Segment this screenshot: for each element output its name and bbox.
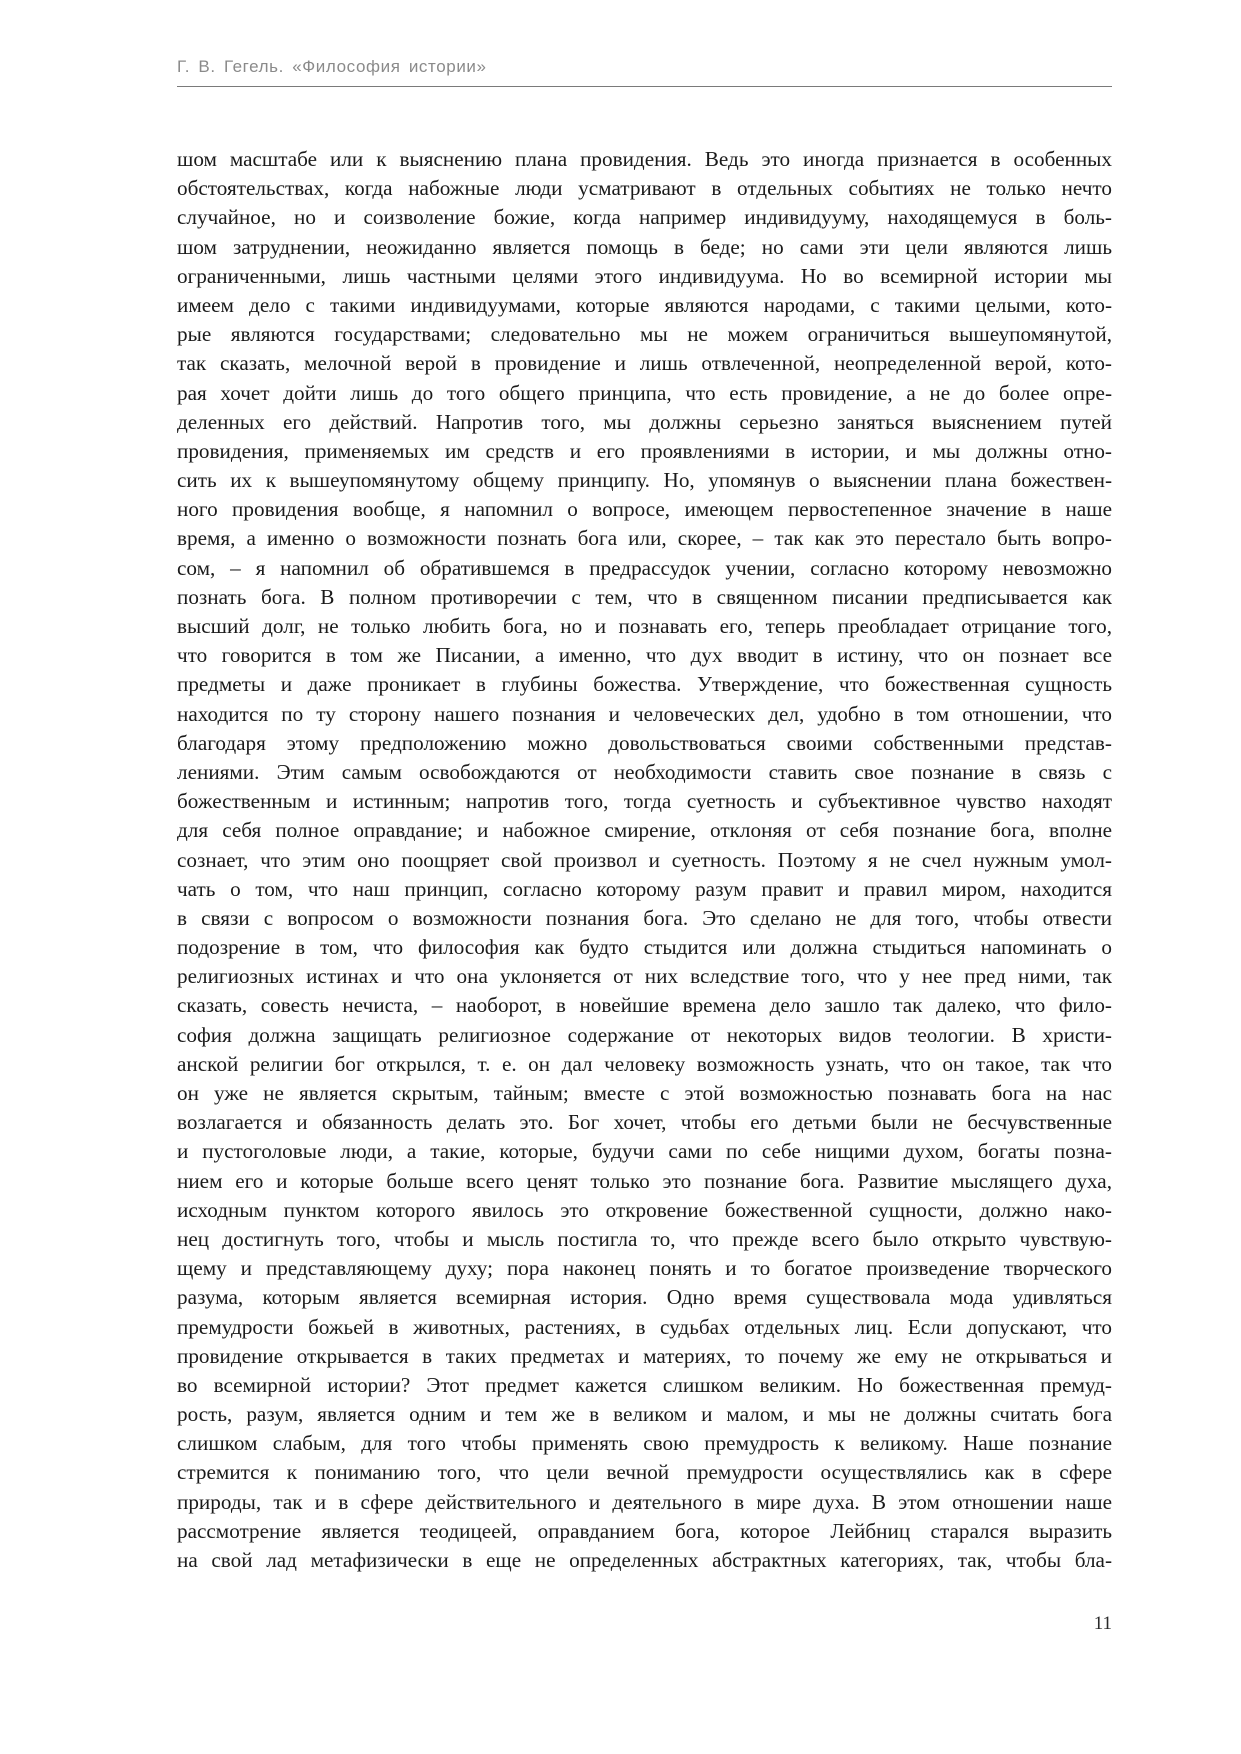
text-line: провидения, применяемых им средств и его проявлениями в истории, и мы должны отно- [177, 438, 1112, 463]
text-line: сить их к вышеупомянутому общему принципу. Но, упомянув о выяснении плана божествен- [177, 468, 1112, 493]
text-line: высший долг, не только любить бога, но и познавать его, теперь преобладает отрицание того, [177, 614, 1112, 638]
page-number: 11 [1093, 1613, 1112, 1634]
text-line: исходным пунктом которого явилось это откровение божественной сущности, должно нако- [177, 1197, 1112, 1222]
text-line: разума, которым является всемирная история. Одно время существовала мода удивляться [177, 1285, 1112, 1310]
text-line: рассмотрение является теодицеей, оправданием бога, которое Лейбниц старался выразить [177, 1518, 1112, 1543]
text-line: случайное, но и соизволение божие, когда например индивидууму, находящемуся в боль- [177, 205, 1112, 230]
text-line: нием его и которые больше всего ценят только это познание бога. Развитие мыслящего духа, [177, 1168, 1112, 1193]
text-line: что говорится в том же Писании, а именно, что дух вводит в истину, что он познает все [177, 643, 1112, 668]
text-line: чать о том, что наш принцип, согласно которому разум правит и правил миром, находится [177, 876, 1112, 901]
text-line: имеем дело с такими индивидуумами, которые являются народами, с такими целыми, кото- [177, 292, 1112, 317]
text-line: природы, так и в сфере действительного и деятельного в мире духа. В этом отношении наше [177, 1489, 1112, 1514]
text-line: нец достигнуть того, чтобы и мысль постигла то, что прежде всего было открыто чувствую- [177, 1226, 1112, 1251]
header-divider [177, 86, 1112, 87]
text-line: деленных его действий. Напротив того, мы должны серьезно заняться выяснением путей [177, 409, 1112, 434]
text-line: сознает, что этим оно поощряет свой произвол и суетность. Поэтому я не счел нужным умол- [177, 847, 1112, 872]
text-line: в связи с вопросом о возможности познания бога. Это сделано не для того, чтобы отвести [177, 905, 1112, 930]
text-line: находится по ту сторону нашего познания и человеческих дел, удобно в том отношении, что [177, 701, 1112, 726]
text-line: ного провидения вообще, я напомнил о вопросе, имеющем первостепенное значение в наше [177, 497, 1112, 522]
text-line: слишком слабым, для того чтобы применять свою премудрость к великому. Наше познание [177, 1431, 1112, 1456]
text-line: подозрение в том, что философия как будто стыдится или должна стыдиться напоминать о [177, 935, 1112, 960]
text-line: так сказать, мелочной верой в провидение и лишь отвлеченной, неопределенной верой, кото- [177, 351, 1112, 376]
text-line: провидение открывается в таких предметах и материях, то почему же ему не открываться и [177, 1343, 1112, 1368]
text-line: шом масштабе или к выяснению плана провидения. Ведь это иногда признается в особенных [177, 147, 1112, 171]
text-line: религиозных истинах и что она уклоняется от них вследствие того, что у нее пред ними, так [177, 964, 1112, 989]
text-line: лениями. Этим самым освобождаются от необходимости ставить свое познание в связь с [177, 759, 1112, 784]
text-line: сом, – я напомнил об обратившемся в предрассудок учении, согласно которому невозможно [177, 555, 1112, 580]
text-line: благодаря этому предположению можно довольствоваться своими собственными представ- [177, 730, 1112, 755]
text-line: стремится к пониманию того, что цели вечной премудрости осуществлялись как в сфере [177, 1460, 1112, 1485]
text-line: ограниченными, лишь частными целями этого индивидуума. Но во всемирной истории мы [177, 263, 1112, 288]
text-line: во всемирной истории? Этот предмет кажется слишком великим. Но божественная премуд- [177, 1372, 1112, 1397]
text-line: щему и представляющему духу; пора наконец понять и то богатое произведение творческого [177, 1256, 1112, 1281]
text-line: сказать, совесть нечиста, – наоборот, в новейшие времена дело зашло так далеко, что фило- [177, 993, 1112, 1018]
text-line: обстоятельствах, когда набожные люди усматривают в отдельных событиях не только нечто [177, 176, 1112, 201]
running-header: Г. В. Гегель. «Философия истории» [177, 57, 487, 76]
text-line: анской религии бог открылся, т. е. он дал человеку возможность узнать, что он такое, так что [177, 1051, 1112, 1076]
text-line: рые являются государствами; следовательно мы не можем ограничиться вышеупомянутой, [177, 322, 1112, 347]
text-line: для себя полное оправдание; и набожное смирение, отклоняя от себя познание бога, вполне [177, 818, 1112, 843]
text-line: предметы и даже проникает в глубины божества. Утверждение, что божественная сущность [177, 672, 1112, 697]
text-line: рость, разум, является одним и тем же в великом и малом, и мы не должны считать бога [177, 1402, 1112, 1427]
text-line: премудрости божьей в животных, растениях, в судьбах отдельных лиц. Если допускают, что [177, 1314, 1112, 1339]
text-line: на свой лад метафизически в еще не определенных абстрактных категориях, так, чтобы бла- [177, 1548, 1112, 1572]
text-line: возлагается и обязанность делать это. Бог хочет, чтобы его детьми были не бесчувственные [177, 1110, 1112, 1135]
body-text [177, 145, 1112, 1575]
text-line: и пустоголовые люди, а такие, которые, будучи сами по себе нищими духом, богаты позна- [177, 1139, 1112, 1164]
text-line: время, а именно о возможности познать бога или, скорее, – так как это перестало быть вопро- [177, 526, 1112, 551]
text-line: софия должна защищать религиозное содержание от некоторых видов теологии. В христи- [177, 1022, 1112, 1047]
text-line: рая хочет дойти лишь до того общего принципа, что есть провидение, а не до более опре- [177, 380, 1112, 405]
text-line: божественным и истинным; напротив того, тогда суетность и субъективное чувство находят [177, 789, 1112, 814]
text-line: познать бога. В полном противоречии с тем, что в священном писании предписывается как [177, 584, 1112, 609]
text-line: он уже не является скрытым, тайным; вместе с этой возможностью познавать бога на нас [177, 1081, 1112, 1105]
text-line: шом затруднении, неожиданно является помощь в беде; но сами эти цели являются лишь [177, 234, 1112, 259]
